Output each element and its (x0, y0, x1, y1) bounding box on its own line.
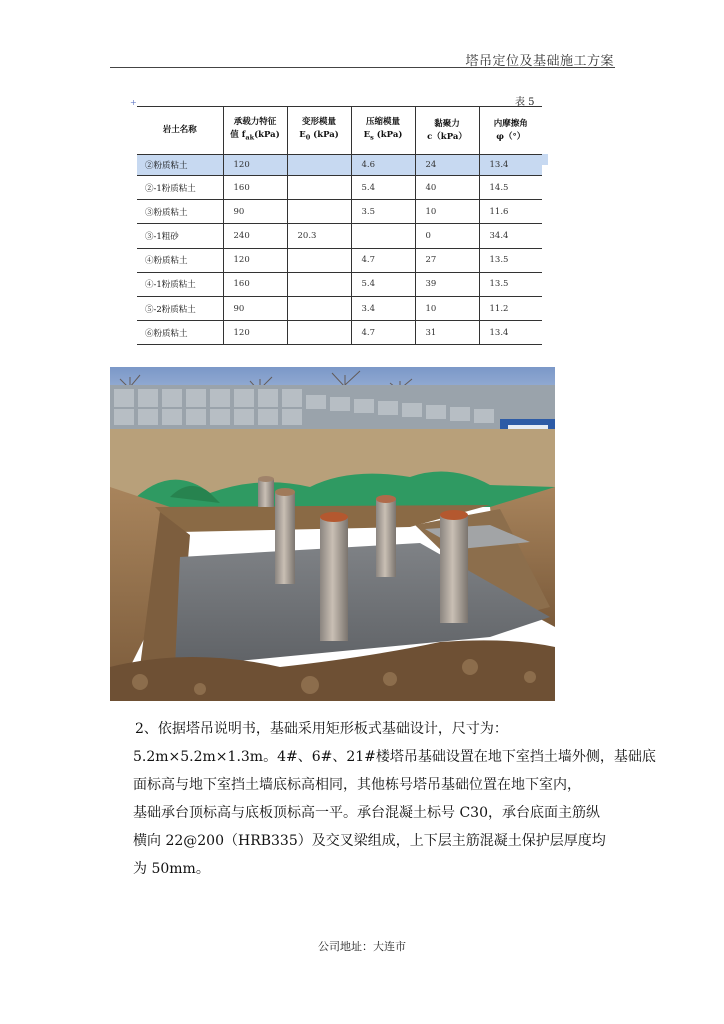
cell-bearing[interactable]: 120 (223, 248, 287, 272)
cell-cohesion[interactable]: 10 (415, 296, 479, 320)
cell-bearing[interactable]: 120 (223, 321, 287, 345)
cell-bearing[interactable]: 160 (223, 176, 287, 200)
header-bearing-line1: 承载力特征 (233, 117, 277, 128)
cell-compression[interactable] (351, 224, 415, 248)
cell-bearing[interactable]: 120 (223, 155, 287, 176)
table-row[interactable] (137, 296, 542, 320)
soil-parameter-table (137, 106, 542, 345)
cell-cohesion[interactable]: 0 (415, 224, 479, 248)
cell-compression[interactable]: 4.7 (351, 248, 415, 272)
cell-friction[interactable]: 13.5 (479, 248, 542, 272)
header-compression-sub: s (370, 133, 374, 142)
cell-friction[interactable]: 14.5 (479, 176, 542, 200)
header-compression-unit: (kPa) (373, 130, 403, 141)
construction-pit-photo (110, 367, 555, 701)
paragraph-line: 基础承台顶标高与底板顶标高一平。承台混凝土标号 C30，承台底面主筋纵 (133, 805, 600, 821)
cell-soil-name[interactable]: ④粉质粘土 (137, 248, 223, 272)
table-row[interactable] (137, 224, 542, 248)
cell-soil-name[interactable]: ②粉质粘土 (137, 155, 223, 176)
cell-bearing[interactable]: 90 (223, 200, 287, 224)
cell-compression[interactable]: 3.4 (351, 296, 415, 320)
cell-compression[interactable]: 4.6 (351, 155, 415, 176)
cell-friction[interactable]: 11.2 (479, 296, 542, 320)
table-move-handle-icon[interactable]: + (130, 98, 137, 107)
header-friction-line1: 内摩擦角 (493, 118, 528, 129)
table-header-row (137, 107, 542, 155)
cell-deformation[interactable] (287, 248, 351, 272)
table-row[interactable] (137, 321, 542, 345)
cell-deformation[interactable]: 20.3 (287, 224, 351, 248)
cell-bearing[interactable]: 160 (223, 272, 287, 296)
cell-cohesion[interactable]: 27 (415, 248, 479, 272)
header-bearing-capacity (223, 107, 287, 155)
footer-address: 公司地址：大连市 (318, 940, 406, 953)
header-friction-angle (479, 107, 542, 155)
cell-friction[interactable]: 13.4 (479, 155, 542, 176)
header-compression-line1: 压缩模量 (365, 117, 400, 128)
header-bearing-unit: (kPa) (254, 130, 280, 141)
header-bearing-line2: 值 f (230, 130, 246, 141)
paragraph-line: 横向 22@200（HRB335）及交叉梁组成，上下层主筋混凝土保护层厚度均 (133, 833, 606, 849)
header-cohesion-line2: c（kPa） (427, 131, 467, 142)
header-bearing-sub: ak (245, 133, 255, 142)
table-row[interactable] (137, 248, 542, 272)
header-soil-name-label: 岩土名称 (162, 125, 197, 135)
header-compression-line2: E (363, 130, 371, 141)
header-deformation-line1: 变形模量 (301, 117, 336, 128)
cell-soil-name[interactable]: ③-1粗砂 (137, 224, 223, 248)
paragraph-line: 5.2m×5.2m×1.3m。4#、6#、21#楼塔吊基础设置在地下室挡土墙外侧，基础底 (133, 749, 656, 765)
cell-soil-name[interactable]: ⑤-2粉质粘土 (137, 296, 223, 320)
cell-friction[interactable]: 13.4 (479, 321, 542, 345)
cell-cohesion[interactable]: 10 (415, 200, 479, 224)
header-deformation-sub: 0 (305, 133, 311, 142)
header-title: 塔吊定位及基础施工方案 (465, 54, 614, 69)
cell-compression[interactable]: 3.5 (351, 200, 415, 224)
paragraph-line: 2、依据塔吊说明书，基础采用矩形板式基础设计，尺寸为： (135, 721, 508, 737)
cell-soil-name[interactable]: ②-1粉质粘土 (137, 176, 223, 200)
cell-compression[interactable]: 5.4 (351, 272, 415, 296)
cell-compression[interactable]: 4.7 (351, 321, 415, 345)
cell-cohesion[interactable]: 31 (415, 321, 479, 345)
cell-soil-name[interactable]: ③粉质粘土 (137, 200, 223, 224)
cell-bearing[interactable]: 90 (223, 296, 287, 320)
cell-soil-name[interactable]: ⑥粉质粘土 (137, 321, 223, 345)
cell-deformation[interactable] (287, 272, 351, 296)
table-row[interactable] (137, 200, 542, 224)
cell-soil-name[interactable]: ④-1粉质粘土 (137, 272, 223, 296)
cell-compression[interactable]: 5.4 (351, 176, 415, 200)
table-row[interactable] (137, 272, 542, 296)
cell-deformation[interactable] (287, 155, 351, 176)
header-deformation-modulus (287, 107, 351, 155)
cell-deformation[interactable] (287, 176, 351, 200)
header-compression-modulus (351, 107, 415, 155)
cell-deformation[interactable] (287, 321, 351, 345)
header-deformation-unit: (kPa) (310, 130, 339, 141)
header-soil-name (137, 107, 223, 155)
header-cohesion (415, 107, 479, 155)
header-cohesion-line1: 黏聚力 (434, 118, 460, 129)
foundation-description-paragraph (133, 715, 656, 883)
header-deformation-line2: E (299, 130, 306, 141)
cell-cohesion[interactable]: 40 (415, 176, 479, 200)
cell-cohesion[interactable]: 24 (415, 155, 479, 176)
paragraph-line: 为 50mm。 (133, 861, 210, 877)
cell-bearing[interactable]: 240 (223, 224, 287, 248)
paragraph-line: 面标高与地下室挡土墙底标高相同，其他栋号塔吊基础位置在地下室内， (133, 777, 581, 793)
cell-cohesion[interactable]: 39 (415, 272, 479, 296)
header-friction-line2: φ（°） (496, 131, 526, 142)
cell-deformation[interactable] (287, 296, 351, 320)
selection-highlight-tail (542, 154, 548, 165)
cell-friction[interactable]: 13.5 (479, 272, 542, 296)
table-row[interactable] (137, 176, 542, 200)
table-row[interactable] (137, 155, 542, 176)
cell-friction[interactable]: 34.4 (479, 224, 542, 248)
cell-friction[interactable]: 11.6 (479, 200, 542, 224)
header-rule (110, 67, 615, 68)
cell-deformation[interactable] (287, 200, 351, 224)
table-number: 表 5 (515, 97, 535, 108)
